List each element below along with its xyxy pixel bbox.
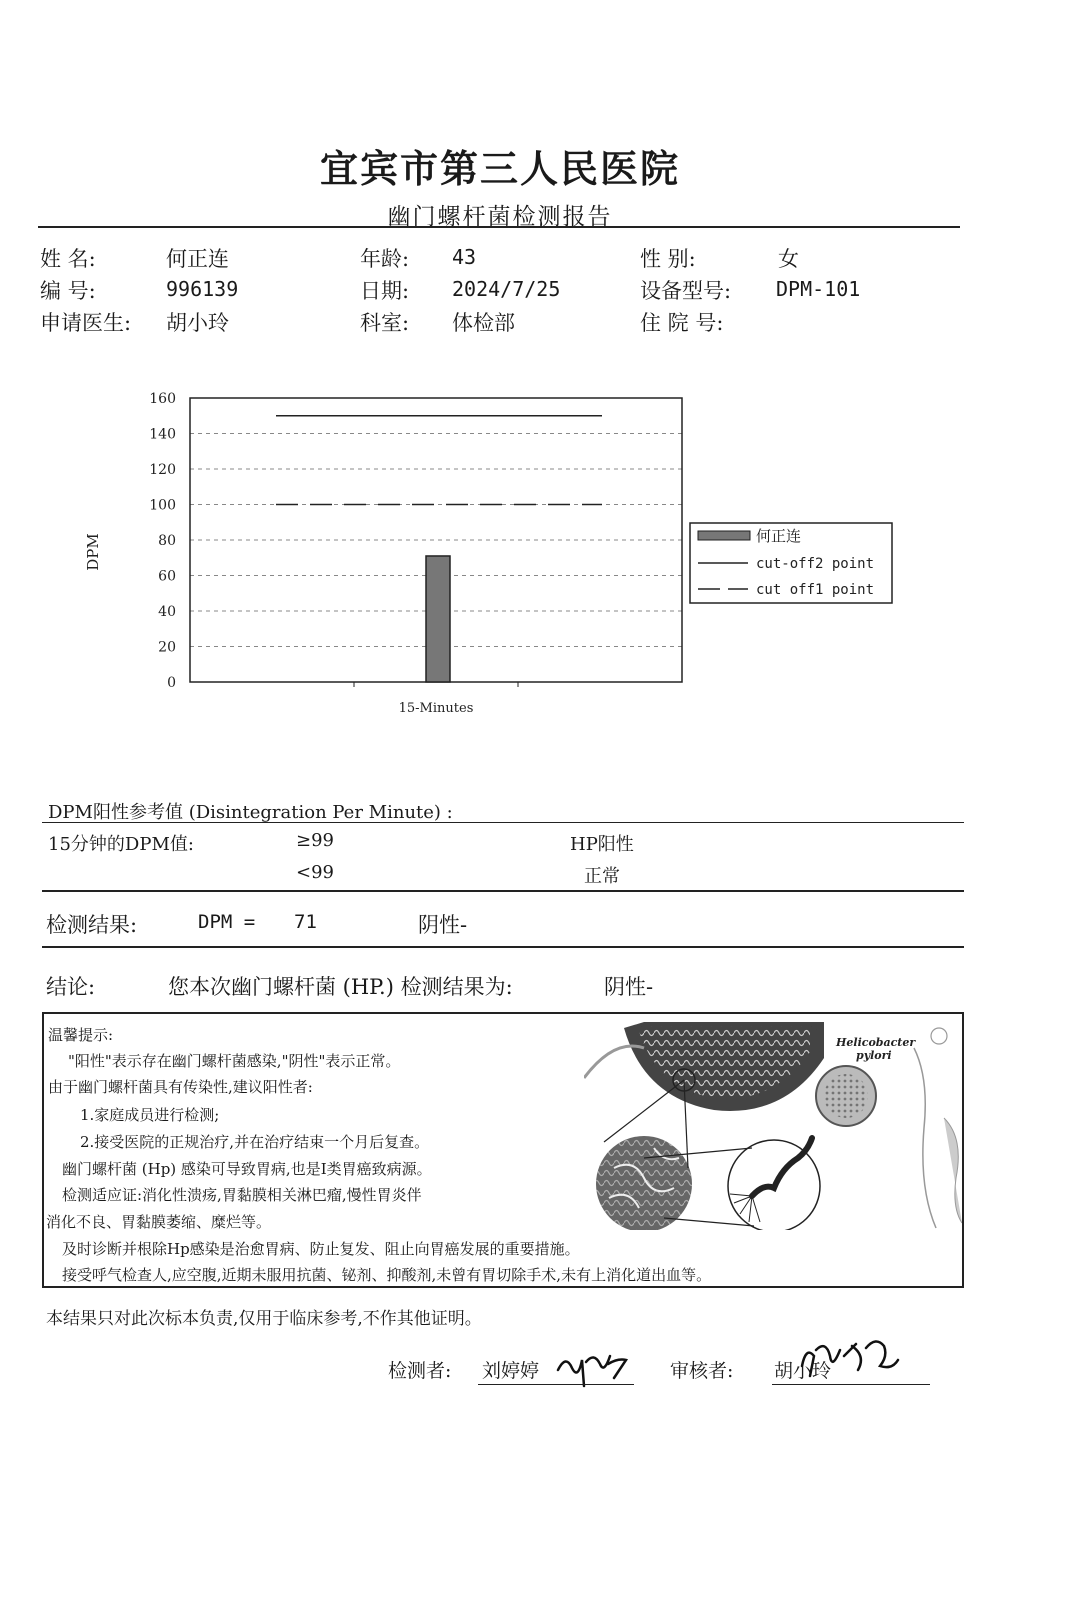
reviewer-signature xyxy=(796,1326,906,1386)
y-tick-label: 120 xyxy=(149,462,176,478)
y-tick-label: 80 xyxy=(158,533,176,549)
legend-label: 何正连 xyxy=(756,527,802,545)
report-title: 幽门螺杆菌检测报告 xyxy=(387,204,613,230)
y-tick-label: 100 xyxy=(149,497,176,514)
tip-line: 及时诊断并根除Hp感染是治愈胃病、防止复发、阻止向胃癌发展的重要措施。 xyxy=(62,1240,580,1258)
sex-label: 性 别: xyxy=(640,247,696,271)
doctor-label: 申请医生: xyxy=(40,311,132,335)
result-dpm-value: 71 xyxy=(294,911,317,933)
id-label: 编 号: xyxy=(40,279,96,303)
legend-label: cut off1 point xyxy=(756,582,875,598)
reference-positive-condition: ≥99 xyxy=(296,830,334,851)
illustration-label: Helicobacter xyxy=(836,1036,916,1049)
result-divider xyxy=(42,946,964,948)
reference-negative-condition: <99 xyxy=(296,862,334,883)
y-tick-label: 0 xyxy=(167,675,176,691)
tester-line xyxy=(478,1384,634,1385)
bar xyxy=(426,556,450,682)
hospital-title: 宜宾市第三人民医院 xyxy=(319,146,680,191)
result-dpm-label: DPM = xyxy=(198,911,256,933)
tip-line: "阳性"表示存在幽门螺杆菌感染,"阴性"表示正常。 xyxy=(68,1052,401,1070)
y-tick-label: 60 xyxy=(158,568,176,585)
tips-box xyxy=(42,1012,964,1288)
tester-label: 检测者: xyxy=(388,1360,452,1382)
inpatient-label: 住 院 号: xyxy=(640,311,724,335)
reference-divider-bottom xyxy=(42,890,964,892)
y-tick-label: 20 xyxy=(158,639,176,656)
reference-positive-result: HP阳性 xyxy=(570,834,634,855)
device-value: DPM-101 xyxy=(776,277,861,301)
y-tick-label: 160 xyxy=(149,391,176,407)
name-value: 何正连 xyxy=(166,247,229,271)
tip-line: 消化不良、胃黏膜萎缩、糜烂等。 xyxy=(46,1213,272,1231)
sex-value: 女 xyxy=(778,247,799,271)
reviewer-label: 审核者: xyxy=(670,1360,734,1382)
id-value: 996139 xyxy=(166,277,239,301)
tip-line: 检测适应证:消化性溃疡,胃黏膜相关淋巴瘤,慢性胃炎伴 xyxy=(62,1186,422,1204)
conclusion-status: 阴性- xyxy=(604,975,654,999)
age-value: 43 xyxy=(452,245,477,269)
conclusion-label: 结论: xyxy=(46,975,96,999)
tip-line: 2.接受医院的正规治疗,并在治疗结束一个月后复查。 xyxy=(80,1133,430,1151)
reviewer-line xyxy=(772,1384,930,1385)
dept-label: 科室: xyxy=(360,311,410,335)
footer-disclaimer: 本结果只对此次标本负责,仅用于临床参考,不作其他证明。 xyxy=(46,1309,482,1329)
result-status: 阴性- xyxy=(418,913,468,937)
conclusion-text: 您本次幽门螺杆菌 (HP.) 检测结果为: xyxy=(168,975,513,999)
y-tick-label: 40 xyxy=(158,604,176,620)
reference-row-label: 15分钟的DPM值: xyxy=(48,834,194,855)
tip-line: 1.家庭成员进行检测; xyxy=(80,1106,220,1124)
dpm-chart-svg xyxy=(40,380,960,780)
tip-line: 温馨提示: xyxy=(48,1026,114,1044)
header-divider xyxy=(38,226,960,228)
x-category-label: 15-Minutes xyxy=(398,701,474,716)
reference-title: DPM阳性参考值 (Disintegration Per Minute) : xyxy=(48,802,453,823)
name-label: 姓 名: xyxy=(40,247,96,271)
y-axis-label: DPM xyxy=(84,533,102,571)
result-label: 检测结果: xyxy=(46,913,138,937)
device-label: 设备型号: xyxy=(640,279,732,303)
tester-name: 刘婷婷 xyxy=(482,1360,540,1382)
reference-negative-result: 正常 xyxy=(584,866,620,887)
date-value: 2024/7/25 xyxy=(452,277,561,301)
helicobacter-illustration xyxy=(584,1018,962,1230)
svg-text:pylori: pylori xyxy=(856,1049,892,1062)
y-tick-label: 140 xyxy=(149,426,176,443)
reference-divider-top xyxy=(42,822,964,823)
tester-signature xyxy=(552,1334,642,1394)
tip-line: 幽门螺杆菌 (Hp) 感染可导致胃病,也是Ⅰ类胃癌致病源。 xyxy=(62,1160,432,1178)
dept-value: 体检部 xyxy=(452,311,515,335)
tip-line: 由于幽门螺杆菌具有传染性,建议阳性者: xyxy=(48,1078,313,1096)
date-label: 日期: xyxy=(360,279,410,303)
reviewer-name: 胡小玲 xyxy=(774,1360,832,1382)
doctor-value: 胡小玲 xyxy=(166,311,229,335)
legend-swatch-bar xyxy=(698,531,750,540)
tip-line: 接受呼气检查人,应空腹,近期未服用抗菌、铋剂、抑酸剂,未曾有胃切除手术,未有上消化道出血等。 xyxy=(62,1266,712,1284)
dpm-chart xyxy=(40,380,960,780)
legend-label: cut-off2 point xyxy=(756,556,875,572)
age-label: 年龄: xyxy=(360,247,410,271)
